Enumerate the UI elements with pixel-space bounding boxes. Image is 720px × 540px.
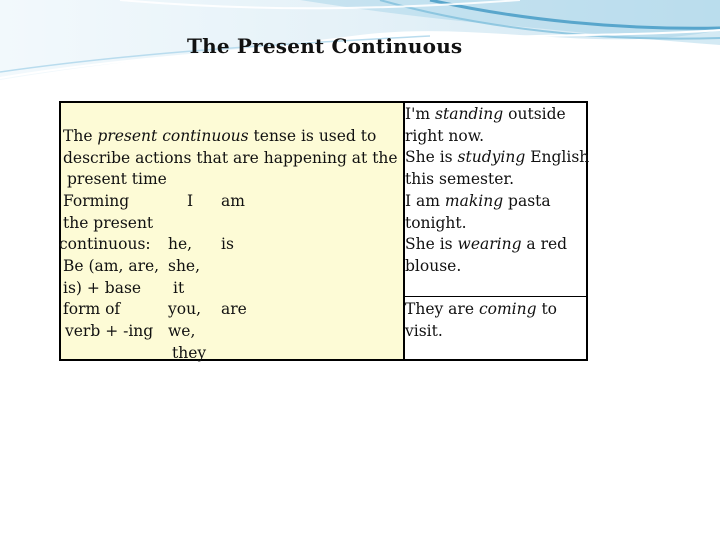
example-line: They are coming to	[405, 300, 558, 318]
example-line: She is studying English	[405, 148, 590, 166]
intro-line-1: The present continuous tense is used to	[63, 127, 377, 145]
verb-are: are	[221, 300, 247, 318]
forming-line-3: continuous:	[59, 235, 151, 253]
intro-line-2: describe actions that are happening at the	[63, 149, 398, 167]
examples-cell-top	[405, 103, 590, 297]
subject-i: I	[187, 192, 194, 210]
forming-line-7: verb + -ing	[65, 322, 154, 340]
forming-line-6: form of	[63, 300, 121, 318]
example-line: right now.	[405, 127, 485, 145]
example-line: blouse.	[405, 257, 462, 275]
example-line: I'm standing outside	[405, 105, 566, 123]
forming-line-5: is) + base	[63, 279, 142, 297]
example-line: tonight.	[405, 214, 467, 232]
example-line: visit.	[405, 322, 443, 340]
example-line: She is wearing a red	[405, 235, 568, 253]
forming-line-2: the present	[63, 214, 154, 232]
subject-it: it	[173, 279, 185, 297]
examples-cell-bottom	[405, 297, 586, 359]
subject-you: you,	[168, 300, 201, 318]
subject-they: they	[172, 344, 207, 362]
slide-title: The Present Continuous	[187, 34, 463, 58]
explanation-cell	[59, 103, 405, 362]
verb-am: am	[221, 192, 245, 210]
forming-line-1: Forming	[63, 192, 130, 210]
subject-he: he,	[168, 235, 193, 253]
grammar-table	[59, 101, 588, 361]
subject-she: she,	[168, 257, 201, 275]
verb-is: is	[221, 235, 234, 253]
intro-line-3: present time	[67, 170, 167, 188]
subject-we: we,	[168, 322, 196, 340]
example-line: this semester.	[405, 170, 515, 188]
forming-line-4: Be (am, are,	[63, 257, 160, 275]
example-line: I am making pasta	[405, 192, 551, 210]
